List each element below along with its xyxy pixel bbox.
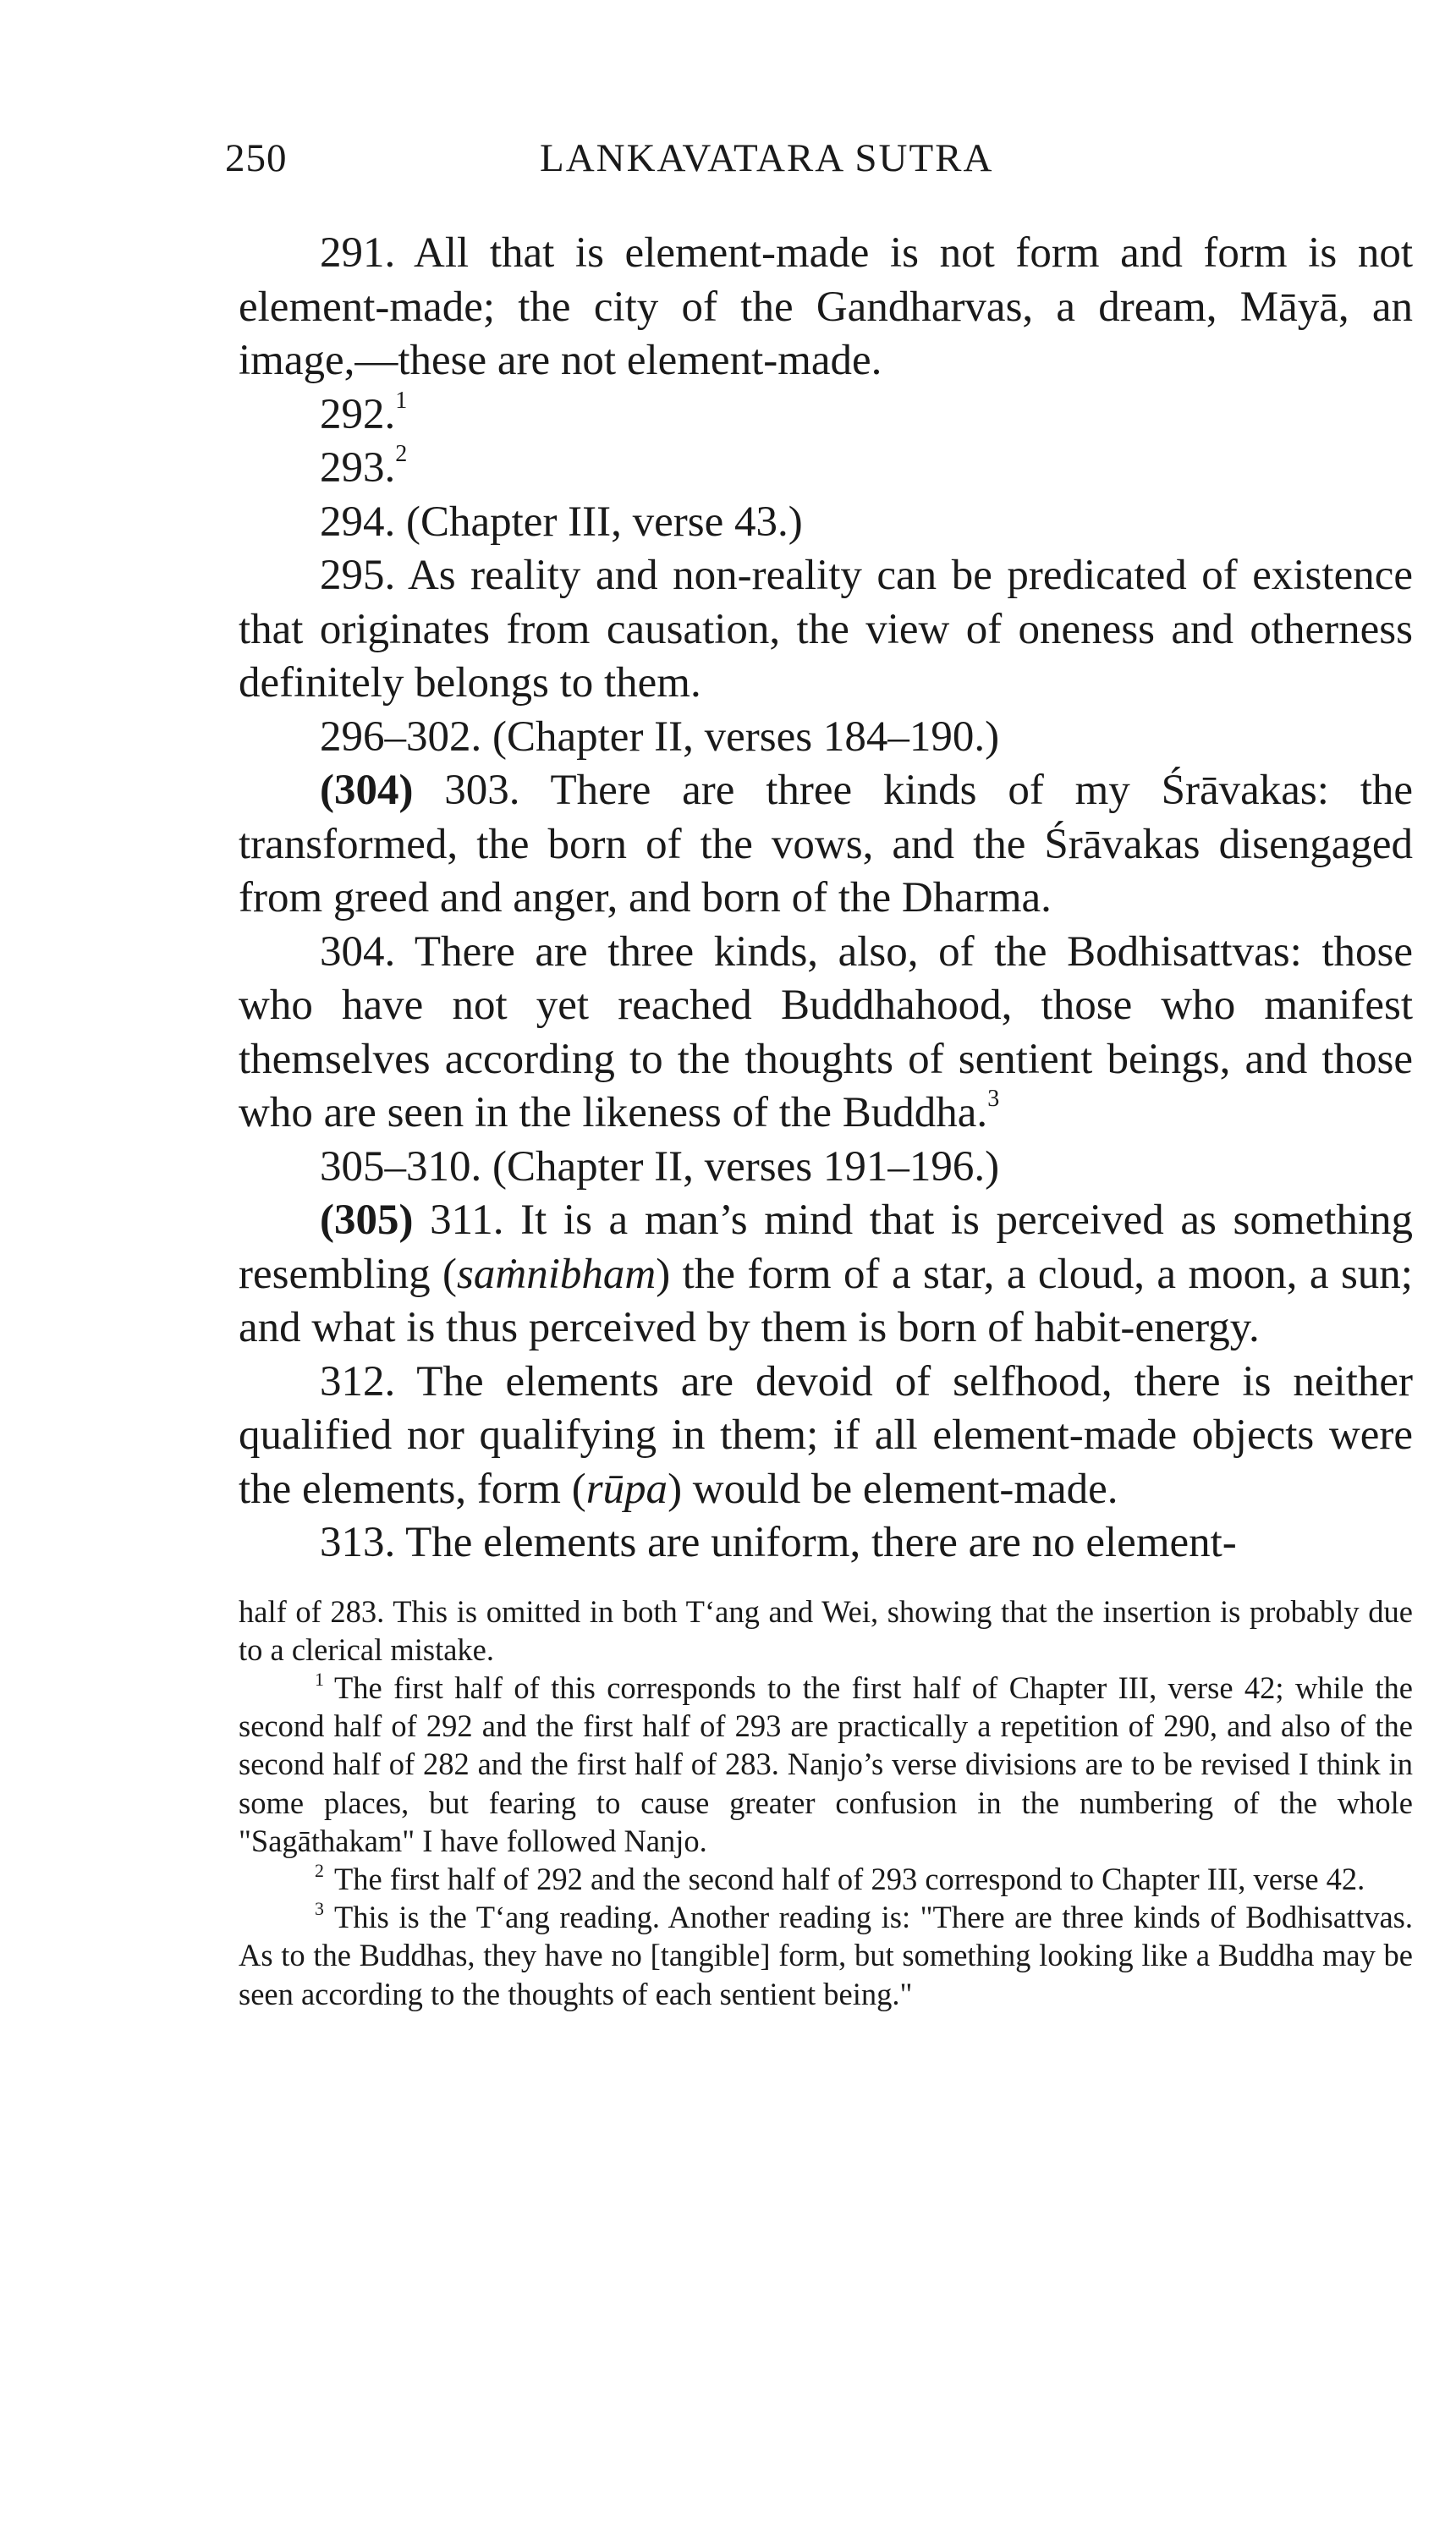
footnote-2-mark: 2 bbox=[315, 1859, 324, 1881]
verse-291: 291. All that is element-made is not form and form is not element-made; the city of the Gandharvas, a dream, Māyā, an image,—these are not element-made. bbox=[239, 229, 1413, 384]
page-number: 250 bbox=[225, 136, 288, 180]
verse-293 bbox=[239, 442, 1413, 496]
verse-303 bbox=[239, 764, 1413, 926]
verse-312-text-b: ) would be element-made. bbox=[668, 1465, 1118, 1513]
running-head bbox=[225, 135, 1413, 195]
verse-305-310: 305–310. (Chapter II, verses 191–196.) bbox=[320, 1142, 1000, 1191]
verse-304-text: 304. There are three kinds, also, of the Bodhisattvas: those who have not yet reached Buddhahood, those who manifest themselves according to the thoughts of sentient beings, and those who are seen in the likeness of the Buddha. bbox=[239, 927, 1413, 1136]
verse-296-302: 296–302. (Chapter II, verses 184–190.) bbox=[320, 712, 1000, 761]
running-title: LANKAVATARA SUTRA bbox=[540, 136, 994, 180]
verse-294: 294. (Chapter III, verse 43.) bbox=[320, 498, 803, 546]
verse-312-text-a: 312. The elements are devoid of selfhood, there is neither qualified nor qualifying in them; if all element-made objects were the elements, form ( bbox=[239, 1357, 1413, 1513]
footnote-ref-1: 1 bbox=[395, 387, 408, 414]
verse-292 bbox=[239, 388, 1413, 443]
footnote-2 bbox=[239, 1860, 1413, 1898]
verse-303-alt-number: (304) bbox=[320, 767, 414, 814]
footnote-ref-3: 3 bbox=[987, 1086, 1000, 1113]
verse-text bbox=[239, 227, 1413, 1571]
footnote-3-mark: 3 bbox=[315, 1897, 324, 1919]
verse-304 bbox=[239, 926, 1413, 1141]
verse-312-term: rūpa bbox=[585, 1465, 668, 1513]
verse-311-term: saṁnibham bbox=[457, 1250, 657, 1298]
verse-311-text-b: ) the form of a star, a cloud, a moon, a sun; and what is thus perceived by them is born of habit-energy. bbox=[239, 1250, 1413, 1351]
verse-311-alt-number: (305) bbox=[320, 1196, 414, 1244]
verse-295: 295. As reality and non-reality can be predicated of existence that originates from causation, the view of oneness and otherness definitely belongs to them. bbox=[239, 552, 1413, 707]
footnote-ref-2: 2 bbox=[395, 441, 408, 468]
footnote-1 bbox=[239, 1669, 1413, 1860]
book-page bbox=[225, 135, 1414, 2013]
footnote-1-text: The first half of this corresponds to the first half of Chapter III, verse 42; while the second half of 292 and the first half of 293 are practically a repetition of 290, and also of the second half of 282 and the first half of 283. Nanjo’s verse divisions are to be revised I think in some places, but fearing to cause greater confusion in the numbering of the whole "Sagāthakam" I have followed Nanjo. bbox=[239, 1670, 1413, 1858]
verse-312 bbox=[239, 1356, 1413, 1517]
footnote-2-text: The first half of 292 and the second half of 293 correspond to Chapter III, verse 42. bbox=[333, 1861, 1365, 1896]
verse-311 bbox=[239, 1194, 1413, 1356]
footnote-3-text: This is the T‘ang reading. Another reading is: "There are three kinds of Bodhisattvas. As to the Buddhas, they have no [tangible] form, but something looking like a Buddha may be seen according to the thoughts of each sentient being." bbox=[239, 1900, 1413, 2011]
verse-313: 313. The elements are uniform, there are no element- bbox=[320, 1519, 1237, 1566]
footnotes bbox=[239, 1593, 1413, 2013]
verse-292-number: 292. bbox=[320, 390, 396, 438]
verse-303-text: 303. There are three kinds of my Śrāvakas: the transformed, the born of the vows, and the Śrāvakas disengaged from greed and anger, and born of the Dharma. bbox=[239, 767, 1414, 921]
footnote-1-mark: 1 bbox=[315, 1668, 324, 1690]
footnote-3 bbox=[239, 1898, 1413, 2013]
verse-311-text-a: 311. It is a man’s mind that is perceived as something resembling ( bbox=[239, 1196, 1413, 1298]
footnote-continued: half of 283. This is omitted in both T‘ang and Wei, showing that the insertion is probably due to a clerical mistake. bbox=[239, 1593, 1413, 1667]
verse-293-number: 293. bbox=[320, 444, 396, 492]
